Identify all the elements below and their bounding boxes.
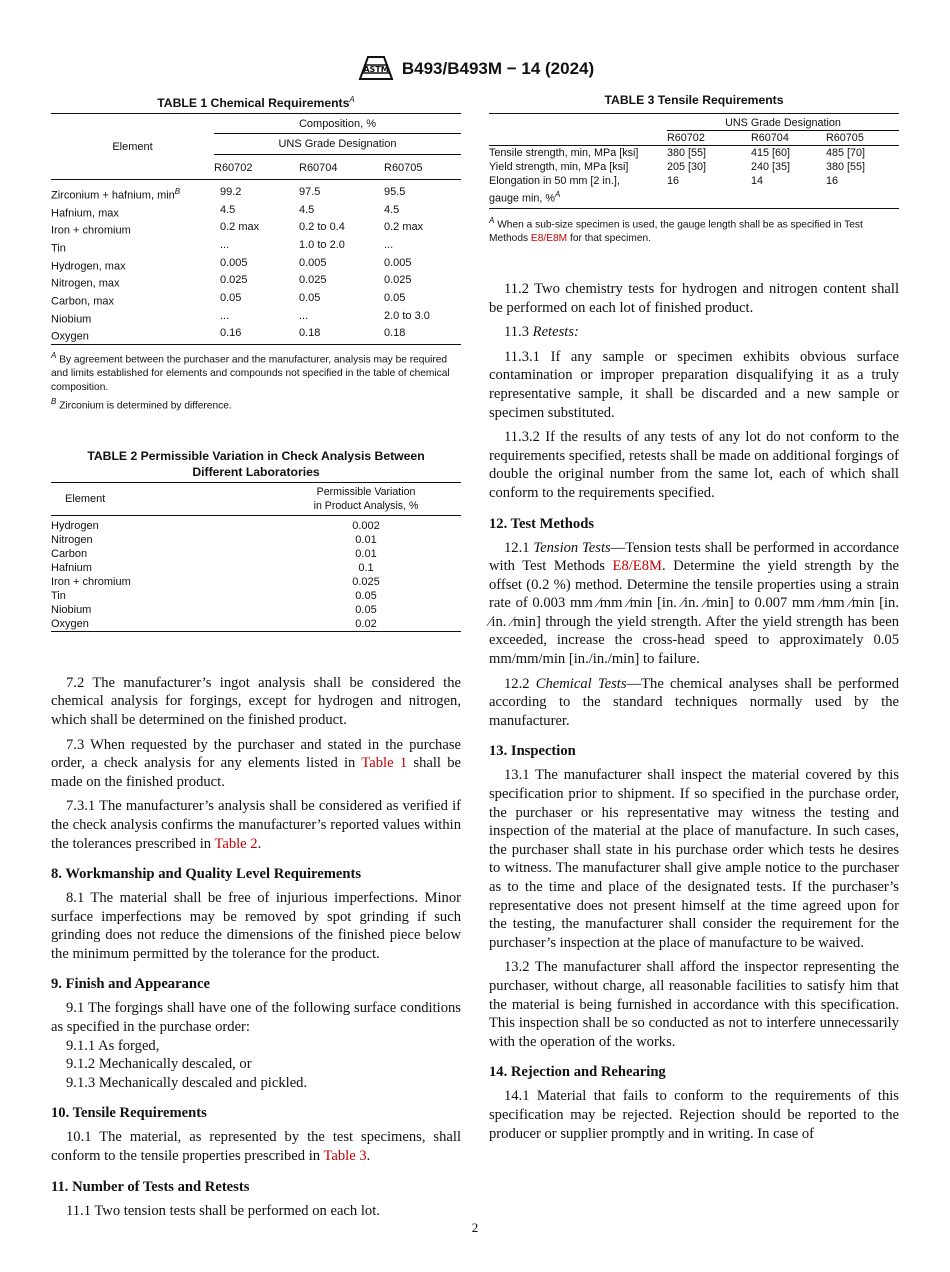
t1-row: Niobium ... ... 2.0 to 3.0 xyxy=(51,309,430,326)
para-7-3-1: 7.3.1 The manufacturer’s analysis shall be considered as verified if the check analysis confirms the manufacturer’s reported values within the tolerances prescribed in Table 2. xyxy=(51,798,461,852)
left-column xyxy=(51,92,461,1226)
astm-logo xyxy=(356,53,396,85)
section-11-title: 11. Number of Tests and Retests xyxy=(51,1178,250,1195)
t1-footnote-b: $^B$ Zirconium is determined by difference. xyxy=(51,397,232,412)
section-10-title: 10. Tensile Requirements xyxy=(51,1105,207,1122)
para-14-1: 14.1 Material that fails to conform to the requirements of this specification may be rejected. Rejection should be reported to the producer or supplier promptly and in writing. In case of xyxy=(489,1088,899,1142)
t2-row: Nitrogen 0.01 xyxy=(51,533,377,546)
t1-footnote-a: $^A$ By agreement between the purchaser and the manufacturer, analysis may be required and limits established for elements and compounds not specified in the table of chemical composition. xyxy=(51,350,450,394)
t1-row: Carbon, max 0.05 0.05 0.05 xyxy=(51,292,406,308)
t1-row: Nitrogen, max 0.025 0.025 0.025 xyxy=(51,274,412,290)
t3-grade-1: R60702 xyxy=(667,132,705,144)
page-number: 2 xyxy=(471,1220,479,1235)
document-title: B493/B493M − 14 (2024) xyxy=(401,59,595,78)
left-body-text xyxy=(51,674,461,1220)
para-12-2: 12.2 Chemical Tests—The chemical analyses shall be performed according to the standard techniques normally used by the manufacturer. xyxy=(489,675,900,729)
t3-grade-2: R60704 xyxy=(751,132,789,144)
t1-row: Zirconium + hafnium, $\min^B$ 99.2 97.5 95.5 xyxy=(51,186,406,202)
t3-uns-header: UNS Grade Designation xyxy=(667,114,899,131)
t2-row: Oxygen 0.02 xyxy=(51,617,461,632)
section-14-title: 14. Rejection and Rehearing xyxy=(489,1064,666,1081)
para-10-1: 10.1 The material, as represented by the test specimens, shall conform to the tensile properties prescribed in Table 3. xyxy=(51,1129,461,1165)
para-8-1: 8.1 The material shall be free of injurious imperfections. Minor surface imperfections may be removed by spot grinding if such grinding does not reduce the dimensions of the finished piece below the minimum permitted by the tolerance for the product. xyxy=(51,890,461,962)
link-table-1[interactable]: Table 1 xyxy=(361,755,408,772)
para-9-1-3: 9.1.3 Mechanically descaled and pickled. xyxy=(66,1074,308,1091)
logo-text: ASTM xyxy=(363,65,389,74)
t3-row: Yield strength, min, MPa [ksi] 205 [30] 240 [35] 380 [55] xyxy=(489,161,866,173)
para-7-3: 7.3 When requested by the purchaser and stated in the purchase order, a check analysis for any elements listed in Table 1 shall be made on the finished product. xyxy=(51,736,461,790)
t1-row: Oxygen 0.16 0.18 0.18 xyxy=(51,326,461,344)
t1-row: Hydrogen, max 0.005 0.005 0.005 xyxy=(51,256,412,273)
link-e8-footnote[interactable]: E8/E8M xyxy=(530,232,568,244)
para-12-1: 12.1 Tension Tests—Tension tests shall be performed in accordance with Test Methods E8/E8M. Determine the yield strength by the offset (0.2 %) method. Determine the tensile properties using a strain rate of 0.003 mm ⁄mm ⁄min [in. ⁄in. ⁄min] to 0.007 mm ⁄mm ⁄min [in. ⁄in. ⁄min] through the yield strength. After the yield strength has been exceeded, increase the cross-head speed to approximately 0.05 mm/mm/min [in./in./min] to failure. xyxy=(489,539,899,668)
table1-chemical-requirements xyxy=(51,113,461,345)
t1-uns-header: UNS Grade Designation xyxy=(214,134,461,155)
right-column xyxy=(489,92,899,1149)
t3-footnote: $^A$ When a sub-size specimen is used, the gauge length shall be as specified in Test Methods E8/E8M for that specimen. xyxy=(489,215,863,244)
table3-tensile-requirements xyxy=(489,113,899,209)
t2-row: Niobium 0.05 xyxy=(51,603,377,616)
para-13-1: 13.1 The manufacturer shall inspect the material covered by this specification prior to shipment. If so specified in the purchase order, the purchaser or his representative may witness the testing and inspection of the material at the place of manufacture. In such cases, the purchaser shall state in his purchase order which tests he desires to witness. The manufacturer shall give ample notice to the purchaser as to the time and place of the designated tests. If the purchaser’s representative does not present himself at the time agreed upon for the testing, the manufacturer shall consider the requirement for the purchaser’s inspection at the place of manufacture to be waived. xyxy=(489,767,899,951)
t1-row: Tin ... 1.0 to 2.0 ... xyxy=(51,239,394,255)
table2-caption: TABLE 2 Permissible Variation in Check Analysis Between Different Laboratories xyxy=(87,448,425,479)
t1-grade-3: R60705 xyxy=(384,162,423,175)
t1-composition-header: Composition, % xyxy=(214,114,461,134)
t2-row: Tin 0.05 xyxy=(51,589,377,602)
table2-permissible-variation xyxy=(51,482,461,632)
t2-row: Iron + chromium 0.025 xyxy=(51,575,380,588)
section-12-title: 12. Test Methods xyxy=(489,515,595,532)
para-9-1-1: 9.1.1 As forged, xyxy=(66,1037,160,1054)
para-11-2: 11.2 Two chemistry tests for hydrogen and nitrogen content shall be performed on each lot of finished product. xyxy=(489,280,899,316)
section-8-title: 8. Workmanship and Quality Level Requirements xyxy=(51,866,362,883)
para-13-2: 13.2 The manufacturer shall afford the inspector representing the purchaser, without charge, all reasonable facilities to satisfy him that the material is being furnished in accordance with this specification. This inspection shall be so conducted as not to interfere unnecessarily with the operation of the works. xyxy=(489,959,899,1050)
page-header xyxy=(0,52,950,86)
link-table-2[interactable]: Table 2 xyxy=(214,835,258,852)
t1-row: Iron + chromium 0.2 max 0.2 to 0.4 0.2 max xyxy=(51,221,424,238)
para-11-3-1: 11.3.1 If any sample or specimen exhibits obvious surface contamination or improper preparation disqualifying it as a truly representative sample, it shall be discarded and a new sample or specimen substituted. xyxy=(489,348,899,421)
para-11-3: 11.3 Retests: xyxy=(504,324,579,341)
para-9-1: 9.1 The forgings shall have one of the following surface conditions as specified in the purchase order: xyxy=(51,1000,461,1036)
t1-element-header: Element xyxy=(112,140,153,153)
right-body-text xyxy=(489,280,899,1143)
section-13-title: 13. Inspection xyxy=(489,743,576,760)
t2-variation-header: Permissible Variation in Product Analysis, % xyxy=(313,485,419,512)
para-7-2: 7.2 The manufacturer’s ingot analysis shall be considered the chemical analysis for forgings, except for hydrogen and nitrogen, which shall be determined on the finished product. xyxy=(51,674,461,728)
t2-row: Carbon 0.01 xyxy=(51,547,377,560)
para-9-1-2: 9.1.2 Mechanically descaled, or xyxy=(66,1056,252,1073)
t2-row: Hafnium 0.1 xyxy=(51,561,374,574)
t1-row: Hafnium, max 4.5 4.5 4.5 xyxy=(51,203,400,220)
table3-caption: TABLE 3 Tensile Requirements xyxy=(604,93,784,107)
link-e8-e8m[interactable]: E8/E8M xyxy=(612,558,662,575)
t1-grade-2: R60704 xyxy=(299,162,338,175)
t3-grade-3: R60705 xyxy=(826,132,864,144)
link-table-3[interactable]: Table 3 xyxy=(323,1148,367,1165)
table1-caption: TABLE 1 Chemical Requirements$^A$ xyxy=(157,95,355,111)
para-11-3-2: 11.3.2 If the results of any tests of any lot do not conform to the requirements specified, retests shall be made on additional forgings of double the original number from the same lot, each of which shall conform to the requirements specified. xyxy=(489,429,899,501)
t1-grade-1: R60702 xyxy=(214,162,253,175)
t3-elongation-row: Elongation in 50 mm [2 in.], gauge min, %$^A$ 16 14 16 xyxy=(489,174,899,208)
t3-row: Tensile strength, min, MPa [ksi] 380 [55] 415 [60] 485 [70] xyxy=(489,147,866,159)
t2-element-header: Element xyxy=(65,492,106,505)
para-11-1: 11.1 Two tension tests shall be performed on each lot. xyxy=(66,1202,380,1219)
t2-row: Hydrogen 0.002 xyxy=(51,519,380,532)
section-9-title: 9. Finish and Appearance xyxy=(51,976,210,993)
